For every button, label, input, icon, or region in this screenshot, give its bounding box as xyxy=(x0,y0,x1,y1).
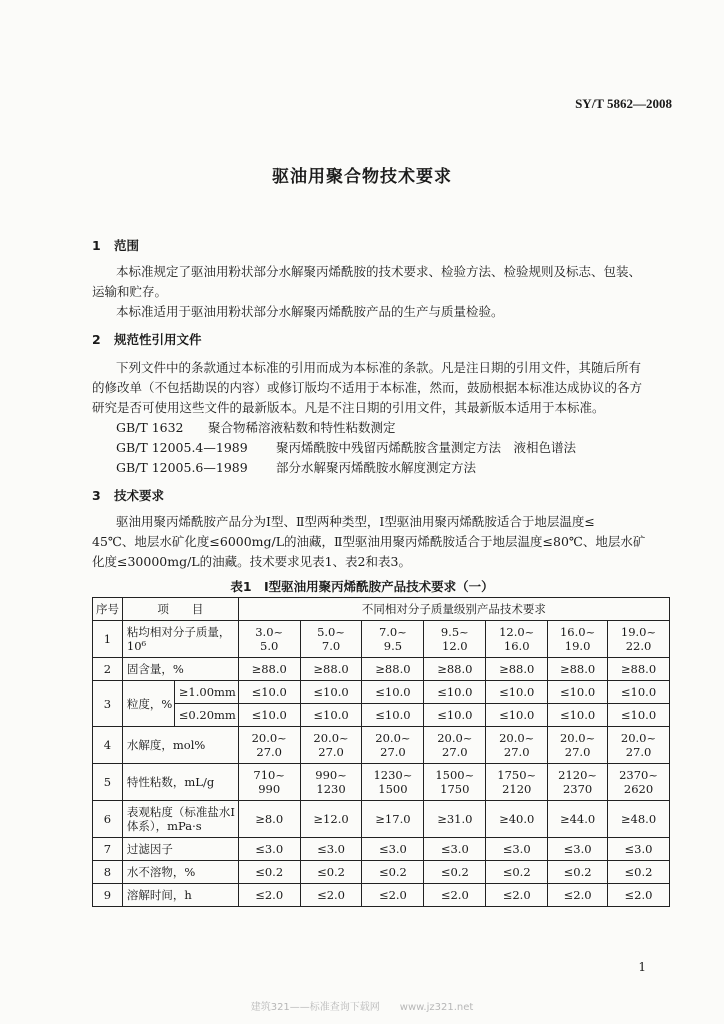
row-item: 粒度，% xyxy=(122,681,174,727)
cell-line: 16.0 xyxy=(503,639,530,653)
header-group: 不同相对分子质量级别产品技术要求 xyxy=(238,598,669,621)
table-cell: ≤10.0 xyxy=(238,681,300,704)
table-cell: ≤3.0 xyxy=(300,838,362,861)
table-cell: ≥88.0 xyxy=(486,658,548,681)
reference-item xyxy=(116,418,576,438)
table-cell xyxy=(424,621,486,658)
cell-line: 2120~ xyxy=(558,768,598,782)
table-cell: ≥31.0 xyxy=(424,801,486,838)
paragraph-line: 的修改单（不包括勘误的内容）或修订版均不适用于本标准，然而，鼓励根据本标准达成协议的各方 xyxy=(92,380,643,395)
table-row xyxy=(93,801,670,838)
paragraph-line: 驱油用聚丙烯酰胺产品分为Ⅰ型、Ⅱ型两种类型，Ⅰ型驱油用聚丙烯酰胺适合于地层温度≤ xyxy=(116,514,595,529)
table-caption: 表1 Ⅰ型驱油用聚丙烯酰胺产品技术要求（一） xyxy=(230,579,494,594)
row-number: 7 xyxy=(93,838,123,861)
table-cell: ≤0.2 xyxy=(300,861,362,884)
table-cell xyxy=(300,764,362,801)
paragraph-line: 运输和贮存。 xyxy=(92,284,168,299)
cell-line: 1750 xyxy=(440,782,470,796)
table-cell xyxy=(486,764,548,801)
cell-line: 16.0~ xyxy=(559,625,596,639)
page-number: 1 xyxy=(638,960,646,974)
table-cell: ≤10.0 xyxy=(362,681,424,704)
row-number: 1 xyxy=(93,621,123,658)
table-cell xyxy=(362,764,424,801)
cell-line: 5.0~ xyxy=(317,625,346,639)
section-3-body xyxy=(92,512,668,572)
row-number: 9 xyxy=(93,884,123,907)
cell-line: 27.0 xyxy=(256,745,282,759)
table-cell: ≥17.0 xyxy=(362,801,424,838)
cell-line: 20.0~ xyxy=(559,731,596,745)
row-number: 8 xyxy=(93,861,123,884)
document-title: 驱油用聚合物技术要求 xyxy=(272,167,452,187)
table-row xyxy=(93,621,670,658)
row-subitem: ≥1.00mm xyxy=(174,681,238,704)
table-cell: ≤2.0 xyxy=(424,884,486,907)
table-row xyxy=(93,704,670,727)
table-cell: ≤3.0 xyxy=(238,838,300,861)
section-number: 1 xyxy=(92,238,101,253)
row-item: 水解度，mol% xyxy=(122,727,238,764)
paragraph-line: 化度≤30000mg/L的油藏。技术要求见表1、表2和表3。 xyxy=(92,554,411,569)
cell-line: 9.5 xyxy=(383,639,403,653)
cell-line: 27.0 xyxy=(380,745,406,759)
cell-line: 20.0~ xyxy=(375,731,411,745)
table-cell: ≥88.0 xyxy=(424,658,486,681)
reference-item xyxy=(116,438,576,458)
table-header-row xyxy=(93,598,670,621)
cell-line: 12.0 xyxy=(442,639,468,653)
cell-line: 20.0~ xyxy=(620,731,657,745)
cell-line: 27.0 xyxy=(318,745,344,759)
table-cell: ≤10.0 xyxy=(608,704,670,727)
paragraph-line: 本标准规定了驱油用粉状部分水解聚丙烯酰胺的技术要求、检验方法、检验规则及标志、包装、 xyxy=(116,264,642,279)
table-cell xyxy=(486,621,548,658)
cell-line: 9.5~ xyxy=(440,625,469,639)
table-cell: ≤10.0 xyxy=(424,704,486,727)
table-cell xyxy=(608,727,670,764)
cell-line: 990~ xyxy=(315,768,347,782)
cell-line: 20.0~ xyxy=(437,731,473,745)
section-title: 技术要求 xyxy=(114,488,165,503)
cell-line: 7.0~ xyxy=(378,625,407,639)
cell-line: 1500 xyxy=(378,782,408,796)
table-cell xyxy=(548,764,608,801)
cell-line: 19.0 xyxy=(564,639,591,653)
table-cell: ≤0.2 xyxy=(608,861,670,884)
table-cell xyxy=(362,621,424,658)
reference-code: GB/T 12005.4—1989 xyxy=(116,440,248,455)
cell-line: 3.0~ xyxy=(255,625,284,639)
row-item-line: 表观粘度（标准盐水Ⅰ xyxy=(126,805,235,819)
table-cell: ≤3.0 xyxy=(486,838,548,861)
table-row xyxy=(93,658,670,681)
table-cell xyxy=(238,764,300,801)
cell-line: 1500~ xyxy=(435,768,475,782)
row-subitem: ≤0.20mm xyxy=(174,704,238,727)
cell-line: 2370~ xyxy=(619,768,658,782)
table-cell xyxy=(608,764,670,801)
technical-requirements-table xyxy=(92,597,670,907)
header-seq: 序号 xyxy=(93,598,123,621)
table-cell: ≥88.0 xyxy=(238,658,300,681)
section-2-heading xyxy=(92,330,202,348)
table-cell: ≥88.0 xyxy=(362,658,424,681)
table-cell: ≤3.0 xyxy=(424,838,486,861)
table-cell xyxy=(300,727,362,764)
reference-item xyxy=(116,458,576,478)
cell-line: 19.0~ xyxy=(620,625,657,639)
table-cell: ≥40.0 xyxy=(486,801,548,838)
table-cell: ≥88.0 xyxy=(608,658,670,681)
table-cell: ≤0.2 xyxy=(486,861,548,884)
table-cell xyxy=(238,621,300,658)
paragraph-line: 研究是否可使用这些文件的最新版本。凡是不注日期的引用文件，其最新版本适用于本标准。 xyxy=(92,400,605,415)
table-cell: ≤2.0 xyxy=(608,884,670,907)
table-cell: ≥88.0 xyxy=(548,658,608,681)
table-row xyxy=(93,681,670,704)
section-title: 规范性引用文件 xyxy=(114,332,202,347)
table-cell: ≤10.0 xyxy=(548,704,608,727)
section-title: 范围 xyxy=(114,238,140,253)
header-item: 项 目 xyxy=(122,598,238,621)
table-cell: ≤2.0 xyxy=(486,884,548,907)
table-cell: ≥12.0 xyxy=(300,801,362,838)
cell-line: 1750~ xyxy=(497,768,537,782)
row-number: 6 xyxy=(93,801,123,838)
table-cell xyxy=(362,727,424,764)
table-cell: ≤10.0 xyxy=(300,681,362,704)
reference-name: 聚丙烯酰胺中残留丙烯酰胺含量测定方法 液相色谱法 xyxy=(276,440,577,455)
cell-line: 20.0~ xyxy=(251,731,287,745)
row-number: 2 xyxy=(93,658,123,681)
table-cell xyxy=(548,621,608,658)
standard-number: SY/T 5862—2008 xyxy=(575,96,672,111)
table-cell: ≤10.0 xyxy=(548,681,608,704)
table-cell: ≤10.0 xyxy=(300,704,362,727)
paragraph-line: 下列文件中的条款通过本标准的引用而成为本标准的条款。凡是注日期的引用文件，其随后所有 xyxy=(116,360,642,375)
section-3-heading xyxy=(92,486,164,504)
row-item: 溶解时间，h xyxy=(122,884,238,907)
table-cell xyxy=(486,727,548,764)
cell-line: 2620 xyxy=(623,782,654,796)
cell-line: 22.0 xyxy=(625,639,652,653)
table-cell xyxy=(424,727,486,764)
table-cell xyxy=(424,764,486,801)
section-1-body xyxy=(92,262,668,322)
row-item: 水不溶物，% xyxy=(122,861,238,884)
paragraph-line: 45℃、地层水矿化度≤6000mg/L的油藏，Ⅱ型驱油用聚丙烯酰胺适合于地层温度≤80℃、地层水矿 xyxy=(92,534,646,549)
table-cell: ≤10.0 xyxy=(608,681,670,704)
cell-line: 710~ xyxy=(253,768,285,782)
row-number: 4 xyxy=(93,727,123,764)
cell-line: 5.0 xyxy=(260,639,279,653)
normative-references xyxy=(116,418,576,478)
reference-code: GB/T 12005.6—1989 xyxy=(116,460,248,475)
table-cell: ≤0.2 xyxy=(238,861,300,884)
cell-line: 20.0~ xyxy=(313,731,349,745)
watermark: 建筑321——标准查询下载网 www.jz321.net xyxy=(250,1002,474,1013)
reference-name: 部分水解聚丙烯酰胺水解度测定方法 xyxy=(276,460,477,475)
section-2-body xyxy=(92,358,668,418)
table-cell: ≤2.0 xyxy=(238,884,300,907)
cell-line: 990 xyxy=(258,782,281,796)
row-item: 粘均相对分子质量，10⁶ xyxy=(122,621,238,658)
cell-line: 27.0 xyxy=(625,745,652,759)
table-cell: ≤3.0 xyxy=(362,838,424,861)
cell-line: 1230 xyxy=(316,782,346,796)
table-cell: ≥8.0 xyxy=(238,801,300,838)
table-cell: ≤10.0 xyxy=(486,704,548,727)
table-cell: ≤2.0 xyxy=(300,884,362,907)
table-cell: ≤10.0 xyxy=(424,681,486,704)
row-item xyxy=(122,801,238,838)
table-cell: ≤0.2 xyxy=(424,861,486,884)
table-row xyxy=(93,727,670,764)
table-cell xyxy=(548,727,608,764)
cell-line: 7.0 xyxy=(321,639,341,653)
table-cell: ≤10.0 xyxy=(362,704,424,727)
table-cell: ≤0.2 xyxy=(548,861,608,884)
section-number: 2 xyxy=(92,332,101,347)
table-cell: ≤2.0 xyxy=(362,884,424,907)
cell-line: 27.0 xyxy=(564,745,591,759)
row-number: 5 xyxy=(93,764,123,801)
cell-line: 27.0 xyxy=(442,745,468,759)
table-row xyxy=(93,764,670,801)
table-cell xyxy=(300,621,362,658)
table-cell: ≥48.0 xyxy=(608,801,670,838)
paragraph-line: 本标准适用于驱油用粉状部分水解聚丙烯酰胺产品的生产与质量检验。 xyxy=(116,304,504,319)
table-cell: ≤3.0 xyxy=(608,838,670,861)
table-cell: ≤2.0 xyxy=(548,884,608,907)
table-cell: ≥88.0 xyxy=(300,658,362,681)
reference-code: GB/T 1632 xyxy=(116,420,184,435)
cell-line: 1230~ xyxy=(373,768,413,782)
table-cell: ≤10.0 xyxy=(238,704,300,727)
cell-line: 2370 xyxy=(562,782,593,796)
table-cell: ≤3.0 xyxy=(548,838,608,861)
table-row xyxy=(93,884,670,907)
table-row xyxy=(93,861,670,884)
table-cell: ≤10.0 xyxy=(486,681,548,704)
reference-name: 聚合物稀溶液粘数和特性粘数测定 xyxy=(208,420,396,435)
row-item: 特性粘数，mL/g xyxy=(122,764,238,801)
table-cell xyxy=(608,621,670,658)
cell-line: 2120 xyxy=(502,782,532,796)
table-cell xyxy=(238,727,300,764)
section-1-heading xyxy=(92,236,139,254)
row-item: 固含量，% xyxy=(122,658,238,681)
table-cell: ≥44.0 xyxy=(548,801,608,838)
table-cell: ≤0.2 xyxy=(362,861,424,884)
cell-line: 27.0 xyxy=(503,745,530,759)
section-number: 3 xyxy=(92,488,101,503)
table-row xyxy=(93,838,670,861)
row-item-line: 体系），mPa·s xyxy=(126,819,202,833)
row-number: 3 xyxy=(93,681,123,727)
cell-line: 12.0~ xyxy=(499,625,535,639)
cell-line: 20.0~ xyxy=(499,731,535,745)
row-item: 过滤因子 xyxy=(122,838,238,861)
